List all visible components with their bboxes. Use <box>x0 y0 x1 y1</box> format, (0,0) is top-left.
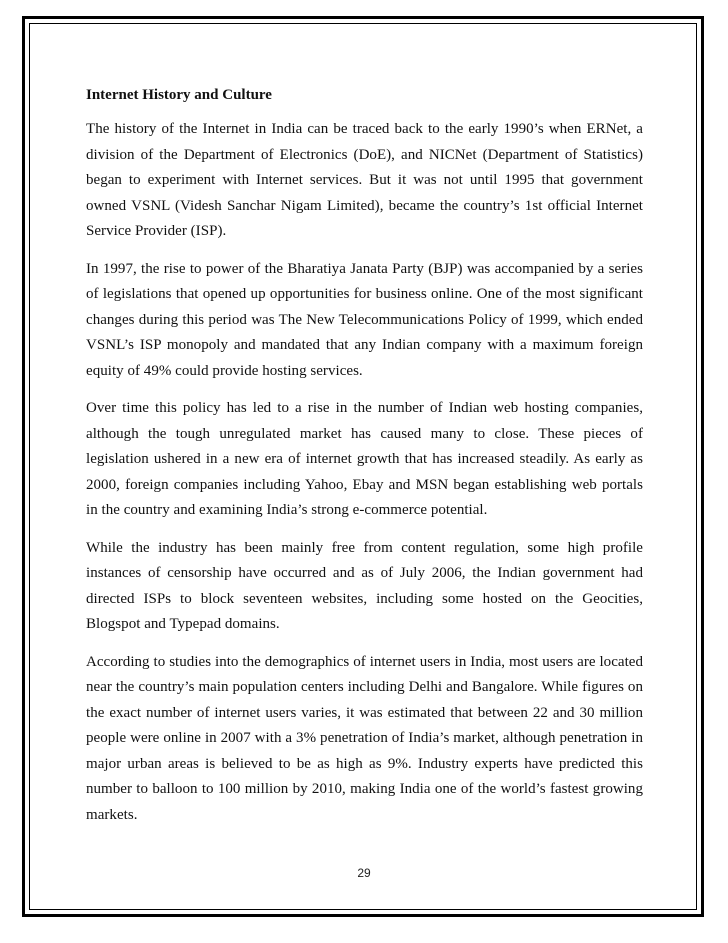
page-number: 29 <box>357 866 371 880</box>
paragraph-history: The history of the Internet in India can be traced back to the early 1990’s when ERNet, a division of the Department of Electronics (DoE), and NICNet (Department of Statistics) began to experiment with Internet services. But it was not until 1995 that government owned VSNL (Videsh Sanchar Nigam Limited), became the country’s 1st official Internet Service Provider (ISP). <box>86 121 643 239</box>
paragraph-demographics: According to studies into the demographics of internet users in India, most users are located near the country’s main population centers including Delhi and Bangalore. While figures on the exact number of internet users varies, it was estimated that between 22 and 30 million people were online in 2007 with a 3% penetration of India’s market, although penetration in major urban areas is believed to be as high as 9%. Industry experts have predicted this number to balloon to 100 million by 2010, making India one of the world’s fastest growing markets. <box>86 653 643 823</box>
document-body <box>86 83 643 840</box>
paragraph-policy: In 1997, the rise to power of the Bharatiya Janata Party (BJP) was accompanied by a series of legislations that opened up opportunities for business online. One of the most significant changes during this period was The New Telecommunications Policy of 1999, which ended VSNL’s ISP monopoly and mandated that any Indian company with a maximum foreign equity of 49% could provide hosting services. <box>86 260 643 379</box>
section-heading: Internet History and Culture <box>86 87 272 103</box>
paragraph-censorship: While the industry has been mainly free from content regulation, some high profile instances of censorship have occurred and as of July 2006, the Indian government had directed ISPs to block seventeen websites, including some hosted on the Geocities, Blogspot and Typepad domains. <box>86 539 643 632</box>
paragraph-growth: Over time this policy has led to a rise in the number of Indian web hosting companies, although the tough unregulated market has caused many to close. These pieces of legislation ushered in a new era of internet growth that has increased steadily. As early as 2000, foreign companies including Yahoo, Ebay and MSN began establishing web portals in the country and examining India’s strong e-commerce potential. <box>86 400 643 518</box>
